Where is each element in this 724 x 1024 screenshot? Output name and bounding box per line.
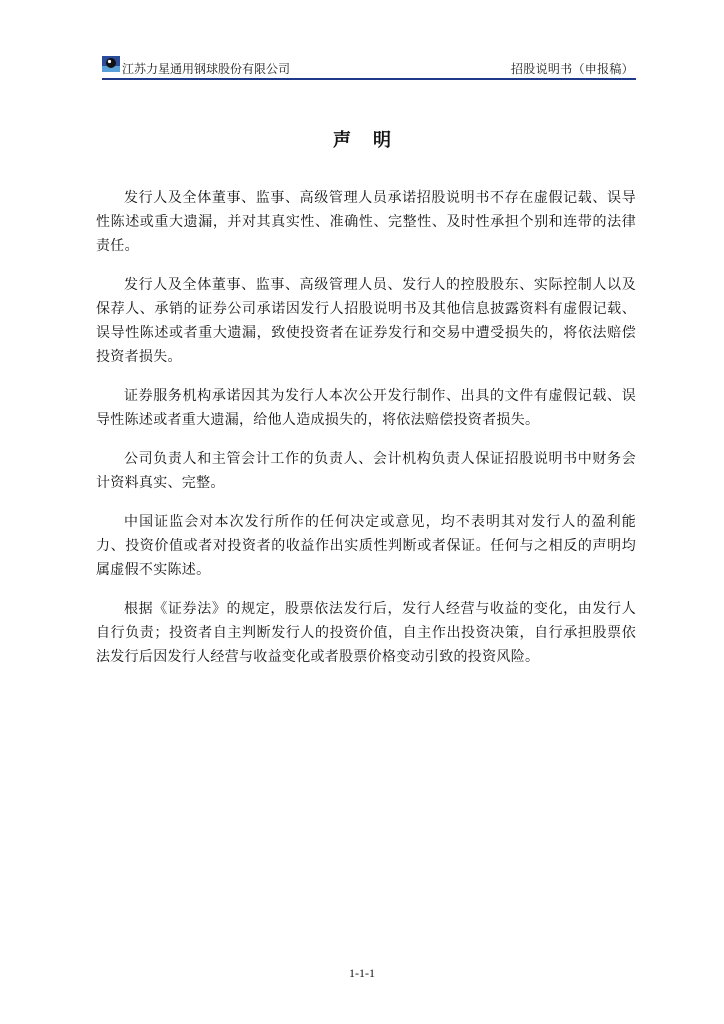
company-logo-icon — [102, 56, 120, 72]
company-name: 江苏力星通用钢球股份有限公司 — [122, 62, 291, 76]
page-number: 1-1-1 — [349, 966, 375, 980]
header-rule — [102, 78, 636, 80]
page-header — [102, 52, 636, 80]
paragraph: 发行人及全体董事、监事、高级管理人员、发行人的控股股东、实际控制人以及保荐人、承销的证券公司承诺因发行人招股说明书及其他信息披露资料有虚假记载、误导性陈述或者重大遗漏，致使投资者在证券发行和交易中遭受损失的，将依法赔偿投资者损失。 — [96, 277, 636, 365]
paragraph: 公司负责人和主管会计工作的负责人、会计机构负责人保证招股说明书中财务会计资料真实、完整。 — [96, 451, 636, 491]
paragraph: 中国证监会对本次发行所作的任何决定或意见，均不表明其对发行人的盈利能力、投资价值或者对投资者的收益作出实质性判断或者保证。任何与之相反的声明均属虚假不实陈述。 — [96, 514, 636, 578]
declaration-body — [96, 186, 636, 684]
paragraph: 证券服务机构承诺因其为发行人本次公开发行制作、出具的文件有虚假记载、误导性陈述或者重大遗漏，给他人造成损失的，将依法赔偿投资者损失。 — [96, 388, 636, 428]
paragraph: 根据《证券法》的规定，股票依法发行后，发行人经营与收益的变化，由发行人自行负责；投资者自主判断发行人的投资价值，自主作出投资决策，自行承担股票依法发行后因发行人经营与收益变化或者股票价格变动引致的投资风险。 — [96, 601, 636, 665]
document-type: 招股说明书（申报稿） — [510, 62, 634, 76]
paragraph: 发行人及全体董事、监事、高级管理人员承诺招股说明书不存在虚假记载、误导性陈述或重大遗漏，并对其真实性、准确性、完整性、及时性承担个别和连带的法律责任。 — [96, 190, 636, 254]
page-title: 声明 — [333, 130, 413, 151]
